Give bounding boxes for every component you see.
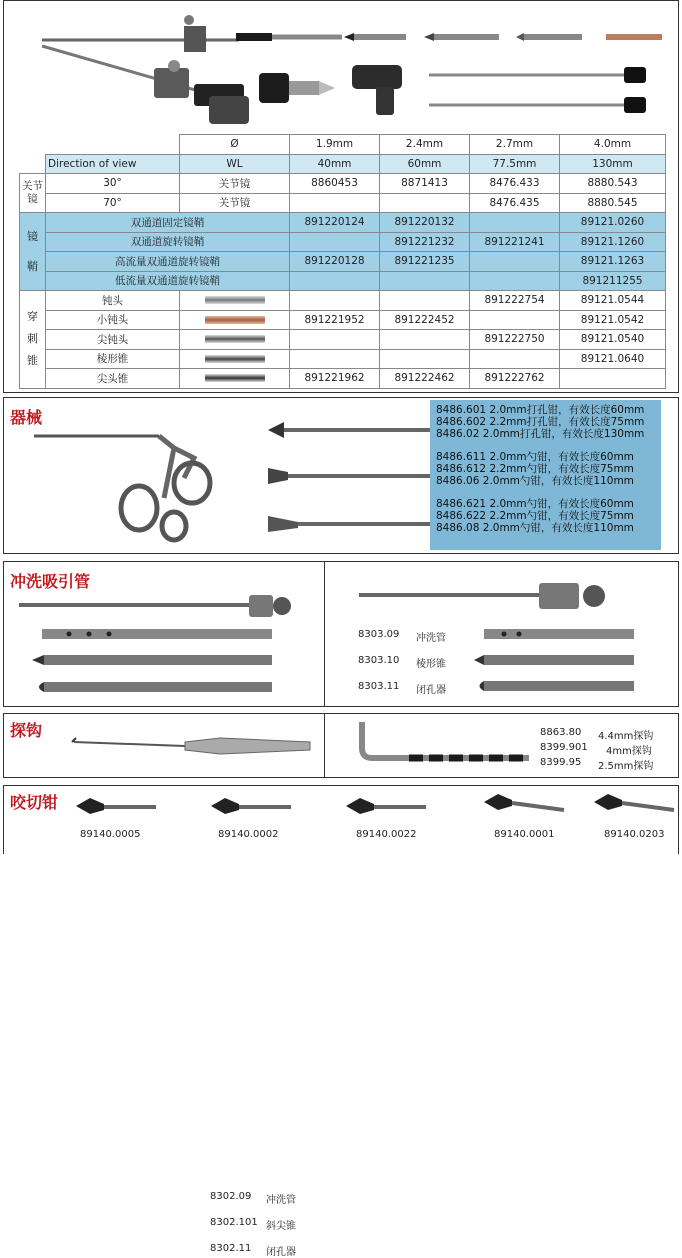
length-cell: 77.5mm <box>470 154 560 174</box>
irrigation-code: 8303.10 <box>358 655 400 666</box>
code-cell: 891220132 <box>380 213 470 233</box>
probe-code: 8399.95 <box>540 757 582 768</box>
spec-line: 8486.602 2.2mm打孔钳，有效长度75mm <box>436 416 645 428</box>
wl-label: WL <box>180 154 290 174</box>
scope-spec-table <box>19 134 666 389</box>
code-cell: 891222750 <box>470 330 560 350</box>
length-row <box>20 154 666 174</box>
trocar-image <box>180 291 290 311</box>
code-cell: 891221235 <box>380 252 470 272</box>
sheath-icons <box>234 21 634 131</box>
instruments-section <box>3 397 679 554</box>
diameter-row <box>20 135 666 155</box>
punch-group <box>436 404 655 440</box>
forceps-tip <box>211 798 291 814</box>
trocar-image <box>180 349 290 369</box>
code-cell <box>290 232 380 252</box>
code-cell: 8880.543 <box>560 174 666 194</box>
probe-name: 2.5mm探钩 <box>598 761 654 772</box>
spec-line: 8486.02 2.0mm打孔钳，有效长度130mm <box>436 428 645 440</box>
forceps-tip <box>76 798 156 814</box>
code-cell <box>380 193 470 213</box>
code-cell: 8476.435 <box>470 193 560 213</box>
spec-line: 8486.601 2.0mm打孔钳，有效长度60mm <box>436 404 645 416</box>
irrigation-tube-right <box>354 577 654 717</box>
diameter-symbol: Ø <box>180 135 290 155</box>
trocar-row <box>20 330 666 350</box>
code-cell: 8880.545 <box>560 193 666 213</box>
code-cell <box>380 271 470 291</box>
biting-code: 89140.0001 <box>494 829 555 840</box>
code-cell: 89121.0542 <box>560 310 666 330</box>
probe-illustration-right <box>354 720 534 775</box>
code-cell <box>290 349 380 369</box>
forceps-tip <box>484 794 564 810</box>
code-cell <box>290 271 380 291</box>
code-cell: 89121.1260 <box>560 232 666 252</box>
angle-cell: 70° <box>46 193 180 213</box>
irrigation-name: 冲洗管 <box>416 633 446 644</box>
sheath-name: 低流量双通道旋转镜鞘 <box>46 271 290 291</box>
diameter-cell: 1.9mm <box>290 135 380 155</box>
code-cell: 891222762 <box>470 369 560 389</box>
instrument-tips <box>266 406 436 546</box>
spec-line: 8486.612 2.2mm勺钳，有效长度75mm <box>436 463 634 475</box>
sheath-row <box>20 213 666 233</box>
sheath-group-label: 镜鞘 <box>20 213 46 291</box>
trocar-name: 钝头 <box>46 291 180 311</box>
irrigation-code: 8303.11 <box>358 681 400 692</box>
section-divider <box>324 562 325 706</box>
code-cell <box>470 310 560 330</box>
sheath-name: 高流量双通道旋转镜鞘 <box>46 252 290 272</box>
biting-title: 咬切钳 <box>10 793 59 812</box>
irrigation-code: 8303.09 <box>358 629 400 640</box>
diameter-cell: 2.7mm <box>470 135 560 155</box>
irrigation-name: 闭孔器 <box>266 1247 296 1258</box>
code-cell: 89121.0640 <box>560 349 666 369</box>
spec-line: 8486.611 2.0mm勺钳，有效长度60mm <box>436 451 634 463</box>
diameter-cell: 2.4mm <box>380 135 470 155</box>
irrigation-title: 冲洗吸引管 <box>10 572 91 591</box>
trocar-name: 尖头锥 <box>46 369 180 389</box>
section-divider <box>324 714 325 777</box>
code-cell: 89121.0544 <box>560 291 666 311</box>
scope-name: 关节镜 <box>180 193 290 213</box>
code-cell <box>470 271 560 291</box>
code-cell <box>560 369 666 389</box>
trocar-row <box>20 349 666 369</box>
scope-section <box>3 0 679 393</box>
code-cell: 8476.433 <box>470 174 560 194</box>
code-cell <box>470 213 560 233</box>
irrigation-tube-left <box>14 587 294 727</box>
code-cell: 891220128 <box>290 252 380 272</box>
spec-line: 8486.08 2.0mm勺钳，有效长度110mm <box>436 522 634 534</box>
probe-code: 8399.901 <box>540 742 588 753</box>
punch-forceps-illustration <box>24 408 284 548</box>
biting-code: 89140.0022 <box>356 829 417 840</box>
code-cell: 891221241 <box>470 232 560 252</box>
sheath-row <box>20 232 666 252</box>
code-cell: 891221962 <box>290 369 380 389</box>
spec-line: 8486.622 2.2mm勺钳，有效长度75mm <box>436 510 634 522</box>
probe-name: 4mm探钩 <box>606 746 652 757</box>
irrigation-name: 棱形锥 <box>416 659 446 670</box>
instrument-spec-box <box>430 400 661 550</box>
trocar-row <box>20 310 666 330</box>
trocar-name: 尖钝头 <box>46 330 180 350</box>
angle-cell: 30° <box>46 174 180 194</box>
probe-illustration-left <box>70 732 320 762</box>
trocar-row <box>20 369 666 389</box>
forceps-tip <box>594 794 674 810</box>
trocar-row <box>20 291 666 311</box>
length-cell: 40mm <box>290 154 380 174</box>
code-cell: 89121.0540 <box>560 330 666 350</box>
code-cell <box>380 330 470 350</box>
irrigation-code: 8302.11 <box>210 1243 252 1254</box>
code-cell <box>290 193 380 213</box>
code-cell <box>380 349 470 369</box>
scope-name: 关节镜 <box>180 174 290 194</box>
code-cell: 891222452 <box>380 310 470 330</box>
probe-name: 4.4mm探钩 <box>598 731 654 742</box>
sheath-name: 双通道旋转镜鞘 <box>46 232 290 252</box>
sheath-row <box>20 252 666 272</box>
irrigation-name: 斜尖锥 <box>266 1221 296 1232</box>
instruments-title: 器械 <box>10 408 43 427</box>
code-cell <box>290 330 380 350</box>
direction-label: Direction of view <box>46 154 180 174</box>
spoon-group <box>436 451 655 487</box>
length-cell: 130mm <box>560 154 666 174</box>
code-cell <box>290 291 380 311</box>
code-cell: 891222462 <box>380 369 470 389</box>
spoon-group-2 <box>436 498 655 534</box>
code-cell: 891220124 <box>290 213 380 233</box>
biting-code: 89140.0203 <box>604 829 665 840</box>
diameter-cell: 4.0mm <box>560 135 666 155</box>
probe-title: 探钩 <box>10 721 43 740</box>
code-cell: 891222754 <box>470 291 560 311</box>
biting-code: 89140.0002 <box>218 829 279 840</box>
spec-line: 8486.06 2.0mm勺钳，有效长度110mm <box>436 475 634 487</box>
joint-row <box>20 193 666 213</box>
code-cell: 89121.0260 <box>560 213 666 233</box>
spec-line: 8486.621 2.0mm勺钳，有效长度60mm <box>436 498 634 510</box>
trocar-name: 棱形锥 <box>46 349 180 369</box>
code-cell <box>470 349 560 369</box>
irrigation-code: 8302.101 <box>210 1217 258 1228</box>
sheath-row <box>20 271 666 291</box>
code-cell: 891221232 <box>380 232 470 252</box>
biting-forceps-illustrations <box>74 792 682 832</box>
code-cell <box>380 291 470 311</box>
trocar-image <box>180 369 290 389</box>
trocar-image <box>180 310 290 330</box>
joint-group-label: 关节镜 <box>20 174 46 213</box>
length-cell: 60mm <box>380 154 470 174</box>
code-cell: 89121.1263 <box>560 252 666 272</box>
code-cell: 8871413 <box>380 174 470 194</box>
irrigation-name: 冲洗管 <box>266 1195 296 1206</box>
code-cell: 8860453 <box>290 174 380 194</box>
irrigation-name: 闭孔器 <box>416 685 446 696</box>
biting-code: 89140.0005 <box>80 829 141 840</box>
irrigation-code: 8302.09 <box>210 1191 252 1202</box>
joint-row <box>20 174 666 194</box>
code-cell <box>470 252 560 272</box>
forceps-tip <box>346 798 426 814</box>
probe-code: 8863.80 <box>540 727 582 738</box>
trocar-group-label: 穿刺锥 <box>20 291 46 389</box>
trocar-image <box>180 330 290 350</box>
biting-section <box>3 785 679 854</box>
code-cell: 891221952 <box>290 310 380 330</box>
code-cell: 891211255 <box>560 271 666 291</box>
trocar-name: 小钝头 <box>46 310 180 330</box>
sheath-name: 双通道固定镜鞘 <box>46 213 290 233</box>
